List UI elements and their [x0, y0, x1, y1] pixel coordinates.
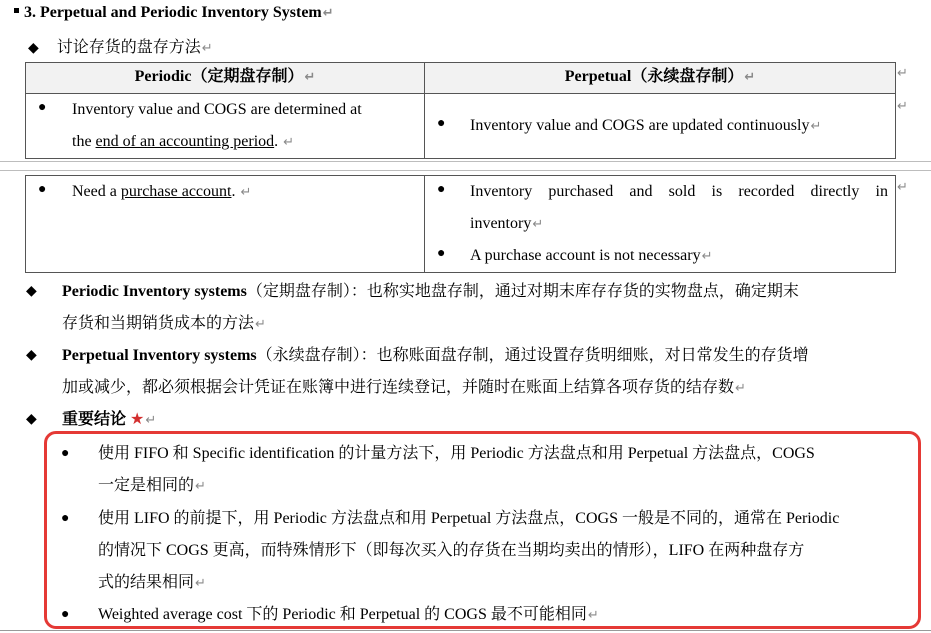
- bullet-icon: ●: [61, 511, 70, 526]
- bullet-icon: ●: [437, 116, 446, 131]
- bullet-icon: ●: [61, 607, 70, 622]
- star-icon: ★: [130, 411, 145, 428]
- header-periodic: Periodic（定期盘存制）↵: [26, 63, 425, 94]
- bullet-icon: ●: [38, 182, 47, 197]
- underlined-term: end of an accounting period: [95, 133, 275, 150]
- comparison-table-top: [25, 62, 896, 159]
- header-perpetual: Perpetual（永续盘存制）↵: [425, 63, 896, 94]
- underlined-term: purchase account: [120, 183, 232, 200]
- bullet-icon: ●: [61, 446, 70, 461]
- bullet-icon: ●: [437, 182, 446, 197]
- cell-periodic-row2: ● Need a purchase account. ↵: [26, 176, 425, 273]
- paragraph-mark-icon: ↵: [322, 6, 334, 21]
- bottom-rule: [0, 630, 931, 631]
- bullet-icon: ●: [38, 100, 47, 115]
- heading-bullet-icon: [14, 8, 19, 13]
- periodic-definition: ◆ Periodic Inventory systems（定期盘存制）：也称实地盘存制，通过对期末库存存货的实物盘点，确定期末 存货和当期销货成本的方法↵: [26, 276, 916, 340]
- diamond-bullet-icon: ◆: [26, 412, 37, 427]
- bullet-icon: ●: [437, 246, 446, 261]
- page-break-line: [0, 161, 931, 162]
- diamond-bullet-icon: ◆: [26, 284, 37, 299]
- paragraph-mark-icon: ↵: [897, 99, 908, 114]
- perpetual-definition: ◆ Perpetual Inventory systems（永续盘存制）：也称账面盘存制，通过设置存货明细账，对日常发生的存货增 加或减少，都必须根据会计凭证在账簿中进行连续登记，并随时在账面上结算各项存货的结存数↵: [26, 340, 916, 404]
- diamond-bullet-icon: ◆: [26, 348, 37, 363]
- section-heading: 3. Perpetual and Periodic Inventory System↵: [14, 4, 334, 22]
- paragraph-mark-icon: ↵: [897, 66, 908, 81]
- paragraph-mark-icon: ↵: [897, 180, 908, 195]
- conclusion-title: ◆ 重要结论 ★↵: [26, 404, 916, 436]
- page-break-line: [0, 170, 931, 171]
- subheading: ◆ 讨论存货的盘存方法↵: [28, 39, 213, 56]
- comparison-table-bottom: [25, 175, 896, 273]
- cell-perpetual-row1: ● Inventory value and COGS are updated continuously↵: [425, 94, 896, 159]
- paragraph-mark-icon: ↵: [201, 41, 213, 56]
- cell-periodic-row1: ● Inventory value and COGS are determined at the end of an accounting period. ↵: [26, 94, 425, 159]
- cell-perpetual-row2: ● Inventory purchased and sold is recorded directly in inventory↵ ● A purchase account is not necessary↵: [425, 176, 896, 273]
- diamond-bullet-icon: ◆: [28, 41, 39, 56]
